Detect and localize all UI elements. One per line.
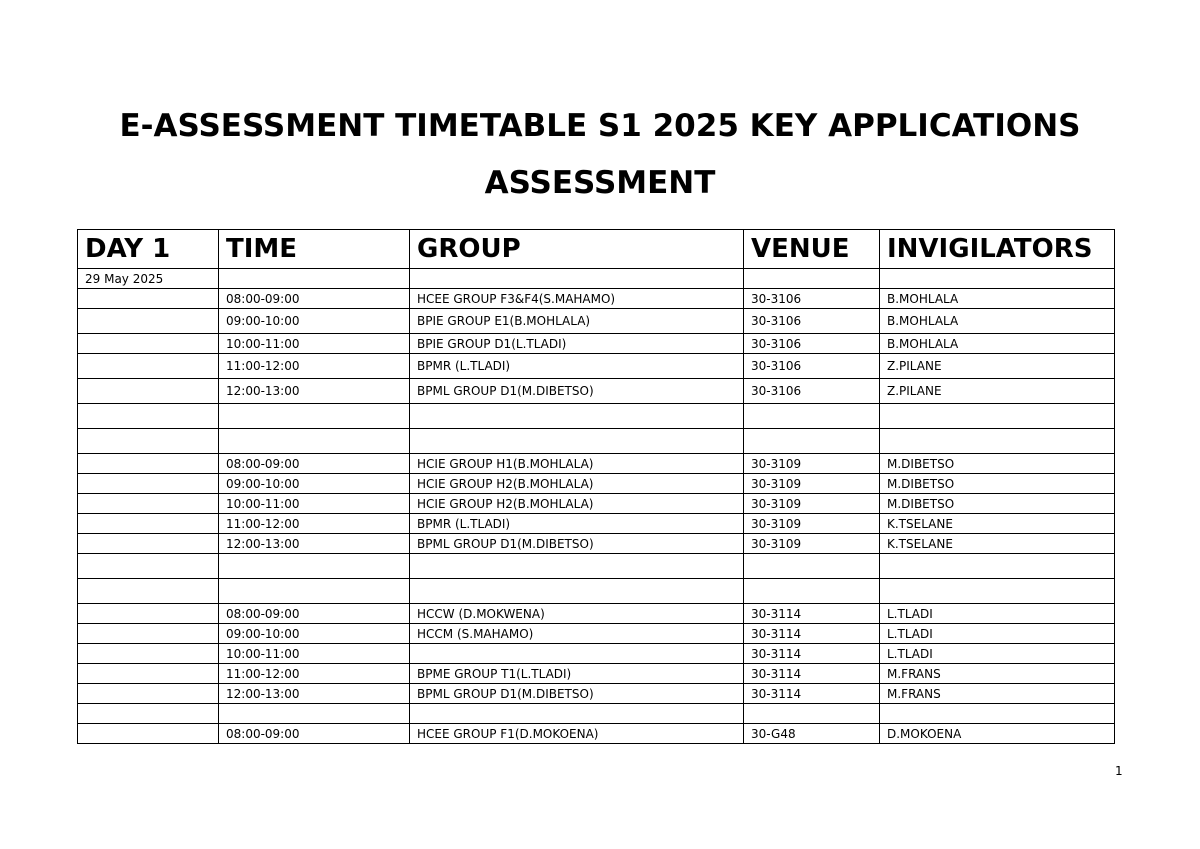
cell-group xyxy=(410,554,744,579)
cell-invigilators: K.TSELANE xyxy=(880,534,1115,554)
cell-group: HCIE GROUP H1(B.MOHLALA) xyxy=(410,454,744,474)
cell-group xyxy=(410,644,744,664)
cell-day xyxy=(78,664,219,684)
cell-time xyxy=(219,404,410,429)
cell-invigilators: M.DIBETSO xyxy=(880,474,1115,494)
table-row xyxy=(78,579,1115,604)
cell-invigilators xyxy=(880,704,1115,724)
cell-group xyxy=(410,429,744,454)
table-row xyxy=(78,704,1115,724)
cell-group: BPML GROUP D1(M.DIBETSO) xyxy=(410,684,744,704)
cell-group: HCEE GROUP F1(D.MOKOENA) xyxy=(410,724,744,744)
table-row xyxy=(78,454,1115,474)
cell-time: 12:00-13:00 xyxy=(219,684,410,704)
cell-invigilators xyxy=(880,579,1115,604)
header-time: TIME xyxy=(219,230,410,269)
table-row xyxy=(78,534,1115,554)
cell-group: BPME GROUP T1(L.TLADI) xyxy=(410,664,744,684)
cell-day xyxy=(78,579,219,604)
cell-venue: 30-3114 xyxy=(744,664,880,684)
cell-time: 10:00-11:00 xyxy=(219,494,410,514)
cell-day xyxy=(78,534,219,554)
table-row xyxy=(78,604,1115,624)
cell-time: 11:00-12:00 xyxy=(219,664,410,684)
cell-invigilators xyxy=(880,554,1115,579)
cell-venue xyxy=(744,269,880,289)
table-row xyxy=(78,404,1115,429)
cell-venue: 30-3114 xyxy=(744,624,880,644)
cell-time xyxy=(219,554,410,579)
cell-group: BPIE GROUP D1(L.TLADI) xyxy=(410,334,744,354)
cell-venue: 30-3109 xyxy=(744,494,880,514)
document-title-line-1: E-ASSESSMENT TIMETABLE S1 2025 KEY APPLICATIONS xyxy=(119,108,1081,144)
cell-group: HCCW (D.MOKWENA) xyxy=(410,604,744,624)
cell-venue xyxy=(744,404,880,429)
cell-venue: 30-3106 xyxy=(744,289,880,309)
cell-day xyxy=(78,474,219,494)
cell-venue: 30-3106 xyxy=(744,334,880,354)
cell-day xyxy=(78,554,219,579)
cell-group: BPMR (L.TLADI) xyxy=(410,514,744,534)
cell-venue xyxy=(744,554,880,579)
cell-day xyxy=(78,514,219,534)
table-row xyxy=(78,334,1115,354)
cell-time xyxy=(219,269,410,289)
table-row xyxy=(78,724,1115,744)
cell-group: BPML GROUP D1(M.DIBETSO) xyxy=(410,534,744,554)
cell-invigilators: M.FRANS xyxy=(880,684,1115,704)
cell-day xyxy=(78,404,219,429)
cell-group xyxy=(410,579,744,604)
table-row xyxy=(78,269,1115,289)
cell-day xyxy=(78,704,219,724)
table-row xyxy=(78,514,1115,534)
cell-day xyxy=(78,309,219,334)
cell-invigilators: M.DIBETSO xyxy=(880,454,1115,474)
cell-group: HCIE GROUP H2(B.MOHLALA) xyxy=(410,494,744,514)
cell-time: 11:00-12:00 xyxy=(219,354,410,379)
cell-group: BPML GROUP D1(M.DIBETSO) xyxy=(410,379,744,404)
cell-invigilators xyxy=(880,404,1115,429)
document-title-line-2: ASSESSMENT xyxy=(484,165,716,201)
cell-invigilators: M.FRANS xyxy=(880,664,1115,684)
cell-group xyxy=(410,704,744,724)
cell-day xyxy=(78,684,219,704)
cell-venue: 30-3114 xyxy=(744,604,880,624)
cell-time xyxy=(219,579,410,604)
cell-invigilators xyxy=(880,269,1115,289)
cell-venue: 30-G48 xyxy=(744,724,880,744)
cell-day xyxy=(78,429,219,454)
timetable xyxy=(77,229,1115,744)
cell-group: BPIE GROUP E1(B.MOHLALA) xyxy=(410,309,744,334)
cell-group: HCEE GROUP F3&F4(S.MAHAMO) xyxy=(410,289,744,309)
cell-invigilators: K.TSELANE xyxy=(880,514,1115,534)
cell-time: 08:00-09:00 xyxy=(219,289,410,309)
cell-time: 12:00-13:00 xyxy=(219,534,410,554)
cell-invigilators: Z.PILANE xyxy=(880,379,1115,404)
cell-invigilators xyxy=(880,429,1115,454)
cell-day xyxy=(78,354,219,379)
cell-invigilators: Z.PILANE xyxy=(880,354,1115,379)
cell-invigilators: B.MOHLALA xyxy=(880,309,1115,334)
cell-time: 08:00-09:00 xyxy=(219,604,410,624)
cell-invigilators: D.MOKOENA xyxy=(880,724,1115,744)
cell-venue xyxy=(744,704,880,724)
cell-venue: 30-3106 xyxy=(744,379,880,404)
cell-invigilators: B.MOHLALA xyxy=(880,334,1115,354)
cell-group: HCIE GROUP H2(B.MOHLALA) xyxy=(410,474,744,494)
cell-group xyxy=(410,269,744,289)
cell-day xyxy=(78,624,219,644)
table-row xyxy=(78,684,1115,704)
cell-venue: 30-3114 xyxy=(744,684,880,704)
cell-day xyxy=(78,289,219,309)
cell-time: 11:00-12:00 xyxy=(219,514,410,534)
cell-day: 29 May 2025 xyxy=(78,269,219,289)
cell-time: 08:00-09:00 xyxy=(219,724,410,744)
cell-venue: 30-3109 xyxy=(744,534,880,554)
cell-venue xyxy=(744,579,880,604)
cell-day xyxy=(78,334,219,354)
table-row xyxy=(78,554,1115,579)
table-row xyxy=(78,289,1115,309)
header-day: DAY 1 xyxy=(78,230,219,269)
cell-day xyxy=(78,724,219,744)
cell-time xyxy=(219,429,410,454)
cell-time: 09:00-10:00 xyxy=(219,624,410,644)
cell-venue: 30-3106 xyxy=(744,354,880,379)
table-row xyxy=(78,474,1115,494)
table-row xyxy=(78,309,1115,334)
cell-time: 10:00-11:00 xyxy=(219,334,410,354)
cell-venue: 30-3109 xyxy=(744,454,880,474)
page-number: 1 xyxy=(1115,764,1123,778)
cell-invigilators: M.DIBETSO xyxy=(880,494,1115,514)
table-header-row xyxy=(78,230,1115,269)
table-row xyxy=(78,494,1115,514)
table-row xyxy=(78,664,1115,684)
header-group: GROUP xyxy=(410,230,744,269)
header-venue: VENUE xyxy=(744,230,880,269)
table-row xyxy=(78,379,1115,404)
table-row xyxy=(78,624,1115,644)
cell-venue: 30-3109 xyxy=(744,514,880,534)
cell-day xyxy=(78,379,219,404)
table-row xyxy=(78,644,1115,664)
table-row xyxy=(78,429,1115,454)
cell-invigilators: L.TLADI xyxy=(880,604,1115,624)
table-row xyxy=(78,354,1115,379)
cell-time xyxy=(219,704,410,724)
cell-venue: 30-3109 xyxy=(744,474,880,494)
cell-venue: 30-3106 xyxy=(744,309,880,334)
cell-time: 10:00-11:00 xyxy=(219,644,410,664)
cell-group: HCCM (S.MAHAMO) xyxy=(410,624,744,644)
cell-time: 09:00-10:00 xyxy=(219,309,410,334)
cell-day xyxy=(78,454,219,474)
cell-day xyxy=(78,644,219,664)
cell-time: 12:00-13:00 xyxy=(219,379,410,404)
cell-invigilators: L.TLADI xyxy=(880,644,1115,664)
cell-time: 09:00-10:00 xyxy=(219,474,410,494)
cell-invigilators: B.MOHLALA xyxy=(880,289,1115,309)
cell-day xyxy=(78,494,219,514)
cell-venue: 30-3114 xyxy=(744,644,880,664)
header-invigilators: INVIGILATORS xyxy=(880,230,1115,269)
cell-venue xyxy=(744,429,880,454)
cell-day xyxy=(78,604,219,624)
cell-group xyxy=(410,404,744,429)
cell-time: 08:00-09:00 xyxy=(219,454,410,474)
cell-invigilators: L.TLADI xyxy=(880,624,1115,644)
cell-group: BPMR (L.TLADI) xyxy=(410,354,744,379)
